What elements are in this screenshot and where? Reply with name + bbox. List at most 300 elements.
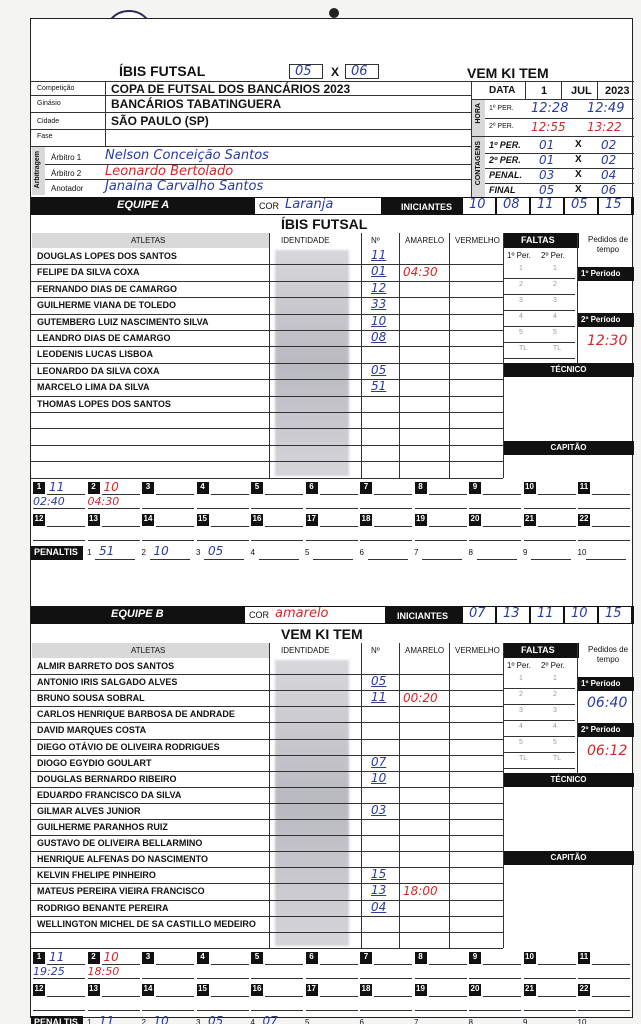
player-yellow: 04:30 [403,265,438,280]
per2-start: 12:55 [531,120,566,134]
goal-line [374,494,412,495]
timeout2-value: 12:30 [587,333,628,349]
col-divider [361,233,362,478]
goal-line [306,540,358,541]
penalty-num: 6 [359,547,364,557]
penalty-num: 4 [250,547,255,557]
goal-line [251,1010,303,1011]
contagem-x: X [575,184,582,195]
goal-num: 16 [251,984,263,996]
timeout2-value: 06:12 [587,743,628,759]
penalty-value: 05 [208,543,224,558]
goal-num: 4 [197,952,209,964]
penalty-num: 8 [468,1017,473,1024]
player-name: DIOGO EGYDIO GOULART [37,757,152,768]
row-divider [31,379,503,380]
goal-line [429,526,467,527]
penalty-num: 2 [141,547,146,557]
goal-line [197,978,249,979]
penalty-value: 07 [262,1013,278,1024]
goal-line [47,996,85,997]
goal-player: 11 [49,479,65,494]
fase-label: Fase [37,133,53,140]
goal-num: 14 [142,514,154,526]
contagem-b: 04 [601,168,617,182]
goal-num: 20 [469,514,481,526]
per1-start: 12:28 [531,101,569,116]
player-number: 07 [371,754,387,769]
goal-line [429,964,467,965]
hora-label: HORA [475,103,482,124]
equipe-b-label: EQUIPE B [111,608,164,620]
penalty-num: 8 [468,547,473,557]
row-divider [31,819,503,820]
player-number: 15 [371,867,387,882]
goal-line [320,996,358,997]
row-divider [31,803,503,804]
falta-per1: 1º Per. [507,251,531,260]
penalty-line [204,559,244,560]
player-number: 11 [371,248,387,262]
col-divider [399,643,400,948]
row-divider [31,948,503,949]
penalty-num: 2 [141,1017,146,1024]
foul-num: 5 [519,329,523,336]
goal-num: 16 [251,514,263,526]
goal-line [374,964,412,965]
goal-line [156,526,194,527]
goal-num: 12 [33,984,45,996]
contagem-b: 06 [601,183,617,197]
foul-num: 2 [553,691,557,698]
ginasio-value: BANCÁRIOS TABATINGUERA [111,97,282,111]
goal-line [538,494,576,495]
foul-num: TL [519,345,528,352]
row-divider [31,787,503,788]
col-divider [399,233,400,478]
goal-num: 21 [524,514,536,526]
periodo1-label: 1º Período [577,267,634,281]
pedidos-header: Pedidos de tempo [587,645,629,664]
goal-num: 1 [33,952,45,964]
iniciante-value: 15 [605,606,622,621]
row-divider [31,445,503,446]
pedidos-header: Pedidos de tempo [587,235,629,254]
row-divider [31,363,503,364]
foul-num: 2 [519,281,523,288]
atletas-header: ATLETAS [131,646,166,655]
foul-num: 1 [553,265,557,272]
iniciante-value: 05 [571,197,588,212]
goal-line [320,526,358,527]
row-divider [31,396,503,397]
contagem-a: 05 [539,183,555,197]
penalty-line [313,559,353,560]
title-team-b: VEM KI TEM [467,65,549,81]
goal-num: 22 [578,984,590,996]
player-name: RODRIGO BENANTE PEREIRA [37,902,169,913]
penalty-value: 10 [153,1013,169,1024]
iniciante-value: 13 [503,606,520,621]
goal-line [265,996,303,997]
foul-num: 2 [519,691,523,698]
player-yellow: 18:00 [403,884,438,899]
player-name: LEANDRO DIAS DE CAMARGO [37,333,171,343]
contagem-a: 01 [539,138,555,152]
row-divider [31,867,503,868]
goal-num: 13 [88,514,100,526]
iniciantes-a-label: INICIANTES [401,202,453,212]
goal-line [578,978,630,979]
penalty-num: 9 [523,547,528,557]
row-divider [31,771,503,772]
goal-line [265,964,303,965]
foul-num: 4 [553,313,557,320]
penalty-num: 4 [250,1017,255,1024]
row-divider [31,722,503,723]
goal-line [538,964,576,965]
goal-line [592,526,630,527]
row-divider [31,835,503,836]
goal-line [483,494,521,495]
identidade-header: IDENTIDADE [281,646,330,655]
row-divider [31,297,503,298]
penalty-line [477,559,517,560]
penalty-num: 3 [196,1017,201,1024]
row-divider [31,330,503,331]
cor-b-value: amarelo [275,606,329,621]
divider [503,704,575,705]
goal-num: 6 [306,952,318,964]
team-b-name: VEM KI TEM [281,626,363,642]
periodo2-label: 2º Período [577,723,634,737]
penalty-num: 5 [305,1017,310,1024]
contagem-a: 01 [539,153,555,167]
goal-line [469,1010,521,1011]
foul-num: 5 [519,739,523,746]
goal-num: 15 [197,984,209,996]
capitao-label: CAPITÃO [503,851,634,865]
col-divider [269,643,270,948]
goal-line [360,540,412,541]
title-team-a: ÍBIS FUTSAL [119,63,206,79]
goal-line [592,494,630,495]
goal-line [306,508,358,509]
foul-num: 5 [553,329,557,336]
goal-line [524,978,576,979]
goal-line [156,964,194,965]
penalty-num: 10 [577,1017,587,1024]
goal-line [360,1010,412,1011]
player-number: 13 [371,883,387,898]
goal-num: 19 [415,514,427,526]
date-month: JUL [571,85,592,97]
foul-num: 2 [553,281,557,288]
goal-line [415,540,467,541]
goal-line [578,540,630,541]
goal-line [88,508,140,509]
date-year: 2023 [605,85,630,97]
goal-num: 10 [524,952,536,964]
row-divider [31,674,503,675]
goal-line [47,526,85,527]
periodo1-label: 1º Período [577,677,634,691]
penaltis-label: PENALTIS [31,1016,83,1024]
col-divider [269,233,270,478]
arbitro1-label: Árbitro 1 [51,153,82,162]
goal-num: 2 [88,952,100,964]
goal-line [592,964,630,965]
foul-num: 4 [519,723,523,730]
goal-line [320,964,358,965]
row-divider [31,281,503,282]
penalty-num: 1 [87,547,92,557]
goal-num: 1 [33,482,45,494]
row-divider [31,478,503,479]
goal-line [88,978,140,979]
goal-num: 18 [360,514,372,526]
player-name: LEODENIS LUCAS LISBOA [37,349,154,360]
tecnico-label: TÉCNICO [503,773,634,787]
goal-line [88,540,140,541]
iniciante-value: 15 [605,197,622,212]
goal-line [251,978,303,979]
iniciante-value: 08 [503,197,520,212]
row-divider [31,314,503,315]
penalty-value: 10 [153,543,169,558]
goal-line [483,964,521,965]
goal-line [415,508,467,509]
sumula-sheet [30,18,633,1024]
goal-line [578,508,630,509]
row-divider [31,461,503,462]
identidade-header: IDENTIDADE [281,236,330,245]
player-name: GUTEMBERG LUIZ NASCIMENTO SILVA [37,316,209,327]
player-name: KELVIN FHELIPE PINHEIRO [37,870,156,881]
goal-num: 3 [142,482,154,494]
foul-num: 4 [519,313,523,320]
contagem-label: PENAL. [489,170,523,180]
col-divider [503,233,504,478]
tecnico-label: TÉCNICO [503,363,634,377]
contagem-label: FINAL [489,185,516,195]
player-name: MATEUS PEREIRA VIEIRA FRANCISCO [37,886,205,897]
goal-player: 10 [103,479,119,494]
arbitro2-label: Árbitro 2 [51,169,82,178]
goal-line [211,494,249,495]
goal-num: 3 [142,952,154,964]
player-name: DOUGLAS BERNARDO RIBEIRO [37,773,177,784]
contagem-b: 02 [601,138,617,152]
player-name: MARCELO LIMA DA SILVA [37,382,150,393]
goal-num: 9 [469,952,481,964]
iniciante-value: 10 [469,197,486,212]
goal-num: 21 [524,984,536,996]
player-name: ALMIR BARRETO DOS SANTOS [37,661,175,671]
per2-label: 2º PER. [489,123,514,130]
penalty-line [368,559,408,560]
col-divider [577,233,578,363]
goal-num: 4 [197,482,209,494]
goal-line [538,526,576,527]
foul-num: TL [519,755,528,762]
col-divider [449,643,450,948]
goal-line [483,996,521,997]
goal-line [33,1010,85,1011]
row-divider [31,932,503,933]
penalty-num: 3 [196,547,201,557]
goal-line [251,508,303,509]
goal-line [33,978,85,979]
goal-num: 8 [415,482,427,494]
goal-num: 22 [578,514,590,526]
player-name: GILMAR ALVES JUNIOR [37,805,141,816]
competicao-label: Competição [37,85,75,92]
falta-per2: 2º Per. [541,661,565,670]
goal-line [483,526,521,527]
col-divider [577,643,578,773]
contagem-a: 03 [539,168,555,182]
cor-a-value: Laranja [285,197,334,212]
penalty-line [150,559,190,560]
goal-num: 5 [251,482,263,494]
col-divider [361,643,362,948]
penalty-line [586,559,626,560]
goal-num: 15 [197,514,209,526]
amarelo-header: AMARELO [405,646,445,655]
goal-line [524,508,576,509]
row-divider [31,755,503,756]
penalty-num: 7 [414,547,419,557]
goal-line [524,540,576,541]
goal-num: 19 [415,984,427,996]
penalty-num: 10 [577,547,587,557]
goal-line [102,996,140,997]
iniciante-value: 10 [571,606,588,621]
data-label: DATA [489,85,516,96]
goal-time: 18:50 [87,964,120,978]
goal-line [360,978,412,979]
row-divider [31,739,503,740]
player-name: GUILHERME VIANA DE TOLEDO [37,300,177,311]
contagem-x: X [575,154,582,165]
periodo2-label: 2º Período [577,313,634,327]
penalty-num: 6 [359,1017,364,1024]
goal-num: 9 [469,482,481,494]
goal-line [33,540,85,541]
contagem-b: 02 [601,153,617,167]
score-b: 06 [351,64,368,79]
player-name: GUSTAVO DE OLIVEIRA BELLARMINO [37,838,203,849]
goal-num: 11 [578,482,590,494]
numero-header: Nº [371,236,380,245]
foul-num: 1 [519,265,523,272]
divider [503,294,575,295]
player-name: BRUNO SOUSA SOBRAL [37,693,145,704]
row-divider [31,706,503,707]
player-name: CARLOS HENRIQUE BARBOSA DE ANDRADE [37,709,235,720]
penalty-num: 1 [87,1017,92,1024]
ginasio-label: Ginásio [37,100,61,107]
goal-line [102,526,140,527]
anotador-value: Janaína Carvalho Santos [105,179,264,194]
goal-line [211,964,249,965]
player-number: 03 [371,802,387,817]
row-divider [31,346,503,347]
player-name: FERNANDO DIAS DE CAMARGO [37,283,178,294]
goal-time: 19:25 [33,964,65,978]
goal-line [142,1010,194,1011]
player-number: 01 [371,264,387,279]
goal-line [251,540,303,541]
divider [503,736,575,737]
player-name: GUILHERME PARANHOS RUIZ [37,822,168,832]
contagem-x: X [575,169,582,180]
foul-num: 3 [519,707,523,714]
player-name: THOMAS LOPES DOS SANTOS [37,398,171,409]
goal-num: 10 [524,482,536,494]
iniciante-value: 07 [469,606,486,621]
foul-num: 1 [519,675,523,682]
goal-player: 11 [49,949,65,964]
goal-num: 7 [360,482,372,494]
faltas-header: FALTAS [521,235,555,245]
penaltis-label: PENALTIS [31,546,83,560]
goal-line [211,996,249,997]
team-a-name: ÍBIS FUTSAL [281,216,368,232]
goal-line [265,494,303,495]
goal-time: 02:40 [33,494,65,508]
goal-num: 7 [360,952,372,964]
player-name: HENRIQUE ALFENAS DO NASCIMENTO [37,854,209,865]
goal-line [469,978,521,979]
divider [503,720,575,721]
arbitragem-label: Arbitragem [34,151,41,189]
player-number: 51 [371,379,387,394]
divider [503,358,575,359]
goal-num: 14 [142,984,154,996]
divider [503,688,575,689]
penalty-line [259,559,299,560]
divider [503,768,575,769]
col-divider [503,643,504,948]
goal-line [197,540,249,541]
penalty-value: 05 [208,1013,224,1024]
foul-num: 4 [553,723,557,730]
cidade-label: Cidade [37,118,60,125]
foul-num: TL [553,345,562,352]
goal-num: 12 [33,514,45,526]
goal-line [306,978,358,979]
penalty-line [531,559,571,560]
player-name: LEONARDO DA SILVA COXA [37,365,160,376]
goal-line [142,540,194,541]
anotador-label: Anotador [51,184,84,193]
goal-num: 8 [415,952,427,964]
contagem-label: 1º PER. [489,140,521,150]
player-yellow: 00:20 [403,691,438,706]
arbitro2-value: Leonardo Bertolado [105,164,234,179]
arbitro1-value: Nelson Conceição Santos [105,148,269,163]
goal-num: 13 [88,984,100,996]
goal-line [306,1010,358,1011]
player-number: 08 [371,330,387,344]
goal-line [88,1010,140,1011]
falta-per2: 2º Per. [541,251,565,260]
divider [503,278,575,279]
falta-per1: 1º Per. [507,661,531,670]
date-day: 1 [541,85,548,97]
